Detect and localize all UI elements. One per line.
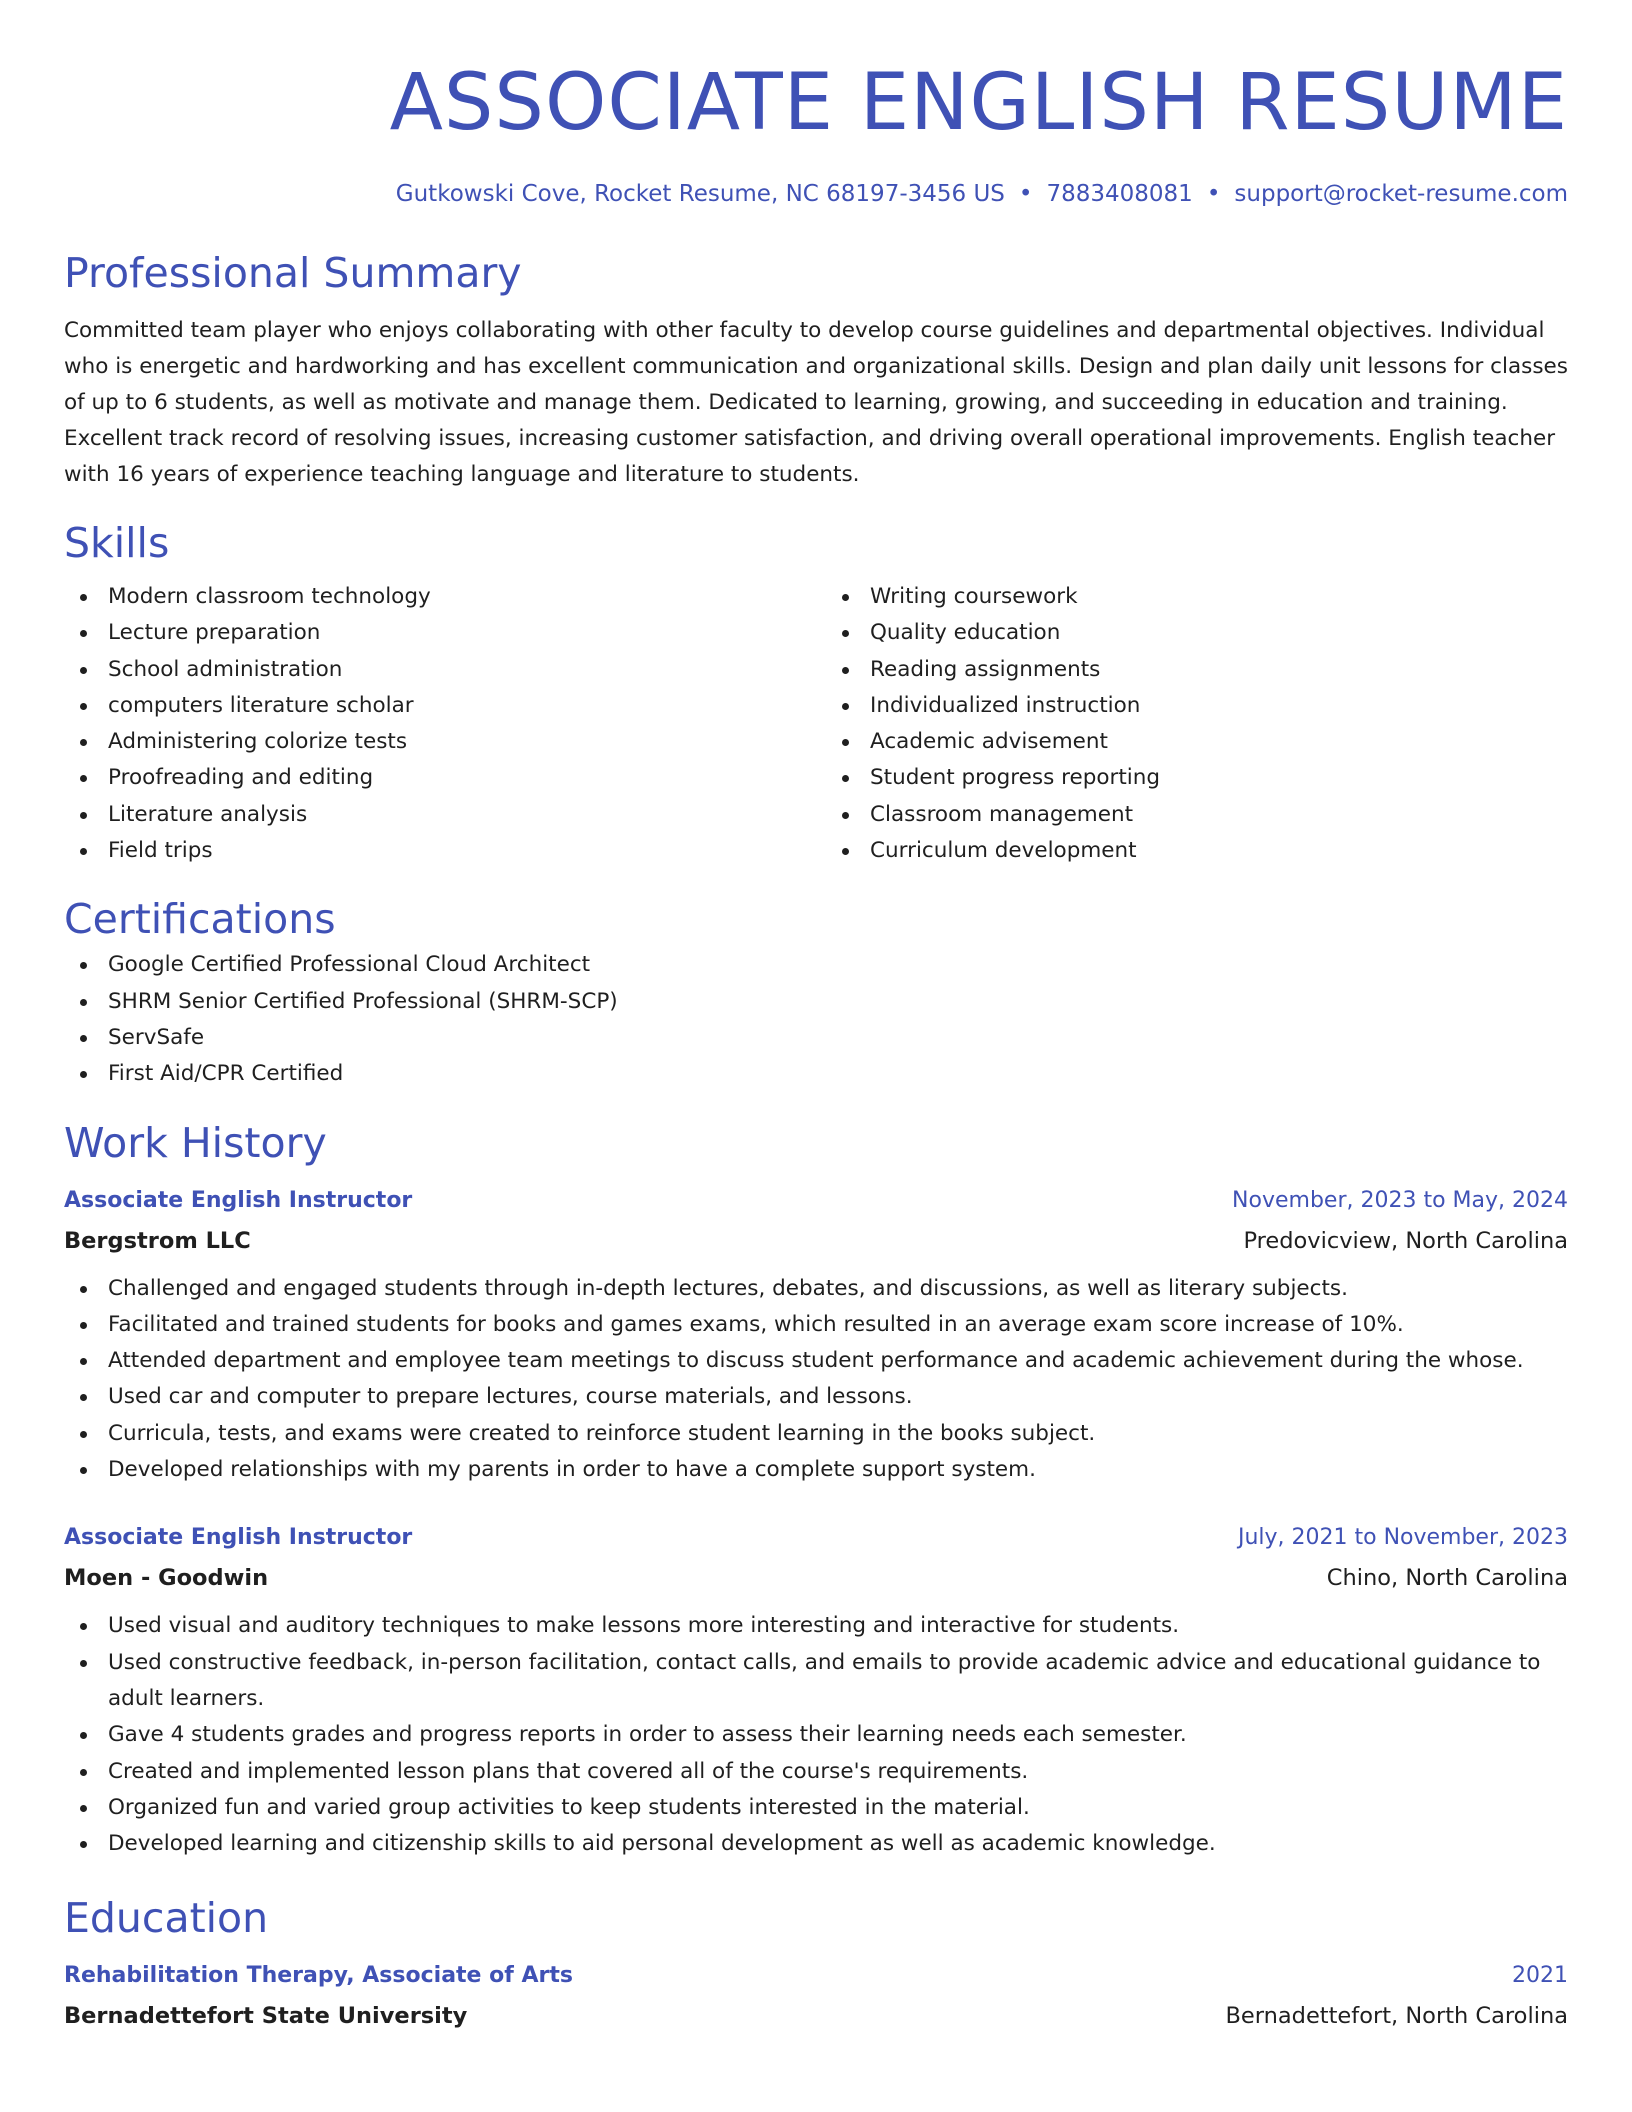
list-item: Lecture preparation [64, 615, 806, 651]
education-location: Bernadettefort, North Carolina [1225, 2003, 1568, 2030]
list-item: computers literature scholar [64, 688, 806, 724]
list-item: Facilitated and trained students for books and games exams, which resulted in an average exam score increase of 10%. [64, 1307, 1568, 1343]
job-company-row [64, 1221, 1568, 1261]
list-item: Literature analysis [64, 797, 806, 833]
list-item: SHRM Senior Certified Professional (SHRM-SCP) [64, 984, 1568, 1020]
skills-list-left [64, 579, 806, 869]
section-title-work-history: Work History [64, 1118, 327, 1167]
list-item: School administration [64, 652, 806, 688]
list-item: Developed relationships with my parents in order to have a complete support system. [64, 1452, 1568, 1488]
list-item: Curricula, tests, and exams were created to reinforce student learning in the books subject. [64, 1416, 1568, 1452]
certifications-list [64, 947, 1568, 1092]
resume-title: ASSOCIATE ENGLISH RESUME [389, 58, 1568, 148]
list-item: Challenged and engaged students through in-depth lectures, debates, and discussions, as well as literary subjects. [64, 1271, 1568, 1307]
education-year: 2021 [1512, 1963, 1568, 1989]
list-item: First Aid/CPR Certified [64, 1056, 1568, 1092]
list-item: Quality education [826, 615, 1568, 651]
list-item: Attended department and employee team meetings to discuss student performance and academic achievement during the whose. [64, 1343, 1568, 1379]
list-item: Used visual and auditory techniques to make lessons more interesting and interactive for students. [64, 1608, 1568, 1644]
job-bullets [64, 1271, 1568, 1489]
list-item: Academic advisement [826, 724, 1568, 760]
list-item: Curriculum development [826, 833, 1568, 869]
section-title-education: Education [64, 1894, 269, 1943]
list-item: Student progress reporting [826, 760, 1568, 796]
skills-list-right [826, 579, 1568, 869]
section-title-summary: Professional Summary [64, 249, 522, 297]
job-company-row [64, 1558, 1568, 1598]
job-header-row [64, 1181, 1568, 1221]
list-item: Individualized instruction [826, 688, 1568, 724]
education-degree: Rehabilitation Therapy, Associate of Arts [64, 1963, 573, 1989]
address: Gutkowski Cove, Rocket Resume, NC 68197-3456 US [395, 181, 1005, 207]
job-company: Moen - Goodwin [64, 1565, 269, 1592]
job-company: Bergstrom LLC [64, 1227, 251, 1254]
email-link[interactable]: support@rocket-resume.com [1234, 181, 1568, 207]
job-role: Associate English Instructor [64, 1525, 413, 1551]
list-item: Field trips [64, 833, 806, 869]
list-item: Created and implemented lesson plans that covered all of the course's requirements. [64, 1754, 1568, 1790]
list-item: Classroom management [826, 797, 1568, 833]
separator-bullet: • [1206, 181, 1221, 207]
list-item: Google Certified Professional Cloud Architect [64, 947, 1568, 983]
education-header-row [64, 1956, 1568, 1996]
list-item: Administering colorize tests [64, 724, 806, 760]
list-item: Used car and computer to prepare lectures, course materials, and lessons. [64, 1379, 1568, 1415]
separator-bullet: • [1018, 181, 1033, 207]
list-item: Gave 4 students grades and progress reports in order to assess their learning needs each semester. [64, 1717, 1568, 1753]
list-item: Reading assignments [826, 652, 1568, 688]
list-item: Used constructive feedback, in-person facilitation, contact calls, and emails to provide academic advice and educational guidance to adult learners. [64, 1645, 1568, 1718]
list-item: Modern classroom technology [64, 579, 806, 615]
section-title-skills: Skills [64, 519, 170, 567]
section-title-certifications: Certifications [64, 895, 336, 944]
phone: 7883408081 [1046, 181, 1193, 207]
education-school-row [64, 1996, 1568, 2036]
job-entry [64, 1518, 1568, 1862]
job-bullets [64, 1608, 1568, 1862]
job-dates: November, 2023 to May, 2024 [1232, 1187, 1568, 1213]
list-item: Proofreading and editing [64, 760, 806, 796]
resume-page [64, 0, 1568, 2036]
list-item: Writing coursework [826, 579, 1568, 615]
list-item: Organized fun and varied group activities to keep students interested in the material. [64, 1790, 1568, 1826]
education-entry [64, 1956, 1568, 2036]
job-location: Chino, North Carolina [1326, 1565, 1568, 1592]
education-school: Bernadettefort State University [64, 2003, 468, 2030]
job-role: Associate English Instructor [64, 1187, 413, 1213]
job-location: Predovicview, North Carolina [1243, 1227, 1568, 1254]
summary-text: Committed team player who enjoys collaborating with other faculty to develop course guidelines and departmental objectives. Individual who is energetic and hardworking and has excellent communication and organizational skills. Design and plan daily unit lessons for classes of up to 6 students, as well as motivate and manage them. Dedicated to learning, growing, and succeeding in education and training. Excellent track record of resolving issues, increasing customer satisfaction, and driving overall operational improvements. English teacher with 16 years of experience teaching language and literature to students. [64, 318, 1568, 487]
contact-line [64, 178, 1568, 210]
list-item: ServSafe [64, 1020, 1568, 1056]
skills-grid [64, 579, 1568, 869]
list-item: Developed learning and citizenship skills to aid personal development as well as academic knowledge. [64, 1826, 1568, 1862]
job-header-row [64, 1518, 1568, 1558]
job-dates: July, 2021 to November, 2023 [1237, 1525, 1568, 1551]
job-entry [64, 1181, 1568, 1489]
